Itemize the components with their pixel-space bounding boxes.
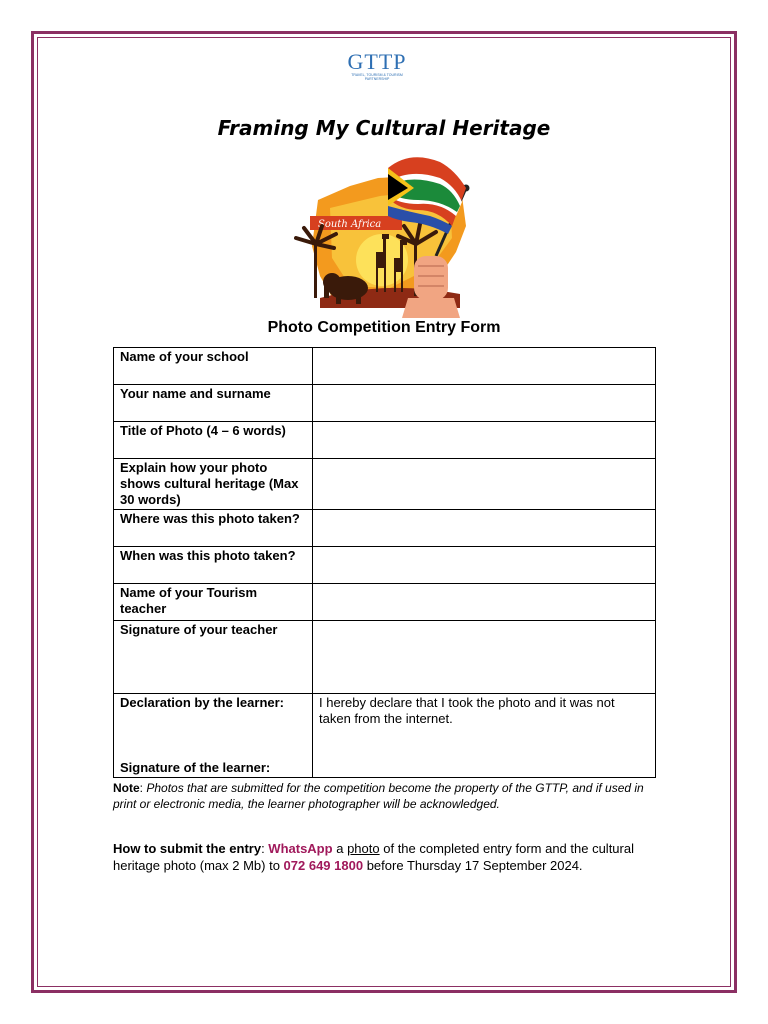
teacher-signature-field[interactable] xyxy=(313,621,656,694)
south-africa-banner xyxy=(310,216,402,230)
note-text: Photos that are submitted for the competition become the property of the GTTP, and if used in print or electronic media, the learner photographer will be acknowledged. xyxy=(113,781,644,811)
field-label: When was this photo taken? xyxy=(114,547,313,584)
entry-form-table xyxy=(113,347,656,778)
declaration-label: Declaration by the learner: xyxy=(120,695,284,710)
photo-title-field[interactable] xyxy=(313,422,656,459)
field-label: Explain how your photo shows cultural heritage (Max 30 words) xyxy=(114,459,313,510)
table-row xyxy=(114,510,656,547)
table-row xyxy=(114,694,656,778)
form-subtitle: Photo Competition Entry Form xyxy=(267,319,501,336)
photo-date-field[interactable] xyxy=(313,547,656,584)
table-row xyxy=(114,584,656,621)
declaration-text: I hereby declare that I took the photo and it was not taken from the internet. xyxy=(313,694,656,778)
field-label: Your name and surname xyxy=(114,385,313,422)
name-surname-field[interactable] xyxy=(313,385,656,422)
table-row xyxy=(114,547,656,584)
learner-signature-label: Signature of the learner: xyxy=(120,760,271,775)
table-row xyxy=(114,621,656,694)
submit-text-1: of the completed entry form and the cultural heritage photo (max 2 Mb) to xyxy=(113,841,634,873)
field-label: Where was this photo taken? xyxy=(114,510,313,547)
note-label: Note xyxy=(113,781,140,795)
submit-label: How to submit the entry xyxy=(113,841,262,856)
photo-link[interactable]: photo xyxy=(347,841,380,856)
field-label: Name of your school xyxy=(114,348,313,385)
heritage-explanation-field[interactable] xyxy=(313,459,656,510)
south-africa-illustration xyxy=(290,148,480,318)
table-row xyxy=(114,348,656,385)
teacher-name-field[interactable] xyxy=(313,584,656,621)
field-label: Signature of your teacher xyxy=(114,621,313,694)
note-paragraph: Note: Photos that are submitted for the competition become the property of the GTTP, and if used in print or electronic media, the learner photographer will be acknowledged. xyxy=(113,781,644,811)
school-name-field[interactable] xyxy=(313,348,656,385)
article-text: a xyxy=(336,841,344,856)
logo-subtext: TRAVEL, TOURISM & TOURISM PARTNERSHIP xyxy=(351,73,403,81)
field-label: Title of Photo (4 – 6 words) xyxy=(114,422,313,459)
table-row xyxy=(114,385,656,422)
svg-text:South Africa: South Africa xyxy=(318,219,382,230)
whatsapp-text: WhatsApp xyxy=(268,841,333,856)
table-row xyxy=(114,459,656,510)
photo-location-field[interactable] xyxy=(313,510,656,547)
submission-instructions: How to submit the entry: WhatsApp a photo of the completed entry form and the cultural heritage photo (max 2 Mb) to 072 649 1800 before Thursday 17 September 2024. xyxy=(113,841,634,873)
gttp-logo xyxy=(341,51,413,81)
phone-number: 072 649 1800 xyxy=(283,858,364,873)
logo-text: GTTP xyxy=(347,49,407,74)
table-row xyxy=(114,422,656,459)
page-title: Framing My Cultural Heritage xyxy=(217,116,551,140)
field-label: Name of your Tourism teacher xyxy=(114,584,313,621)
submit-text-2: before Thursday 17 September 2024. xyxy=(366,858,583,873)
declaration-label-cell xyxy=(114,694,313,778)
